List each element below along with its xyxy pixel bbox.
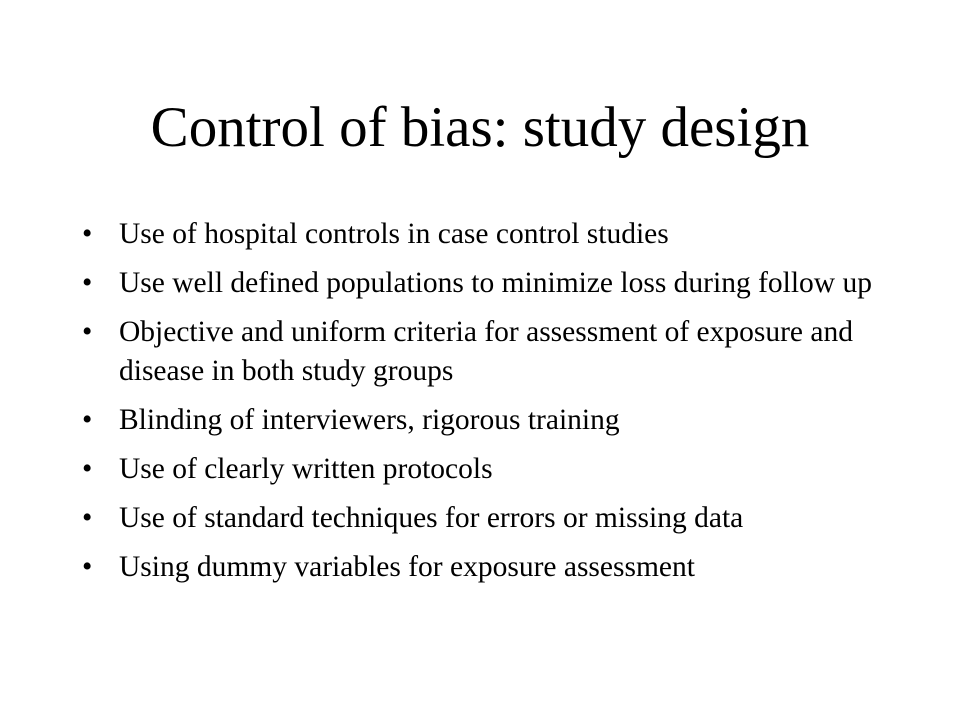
bullet-icon: • <box>82 316 93 348</box>
bullet-item <box>82 450 882 489</box>
bullet-text: Blinding of interviewers, rigorous training <box>119 404 620 436</box>
bullet-text: Objective and uniform criteria for assessment of exposure and disease in both study groups <box>119 316 853 387</box>
bullet-text: Use well defined populations to minimize loss during follow up <box>119 267 872 299</box>
bullet-item <box>82 401 882 440</box>
bullet-text: Use of standard techniques for errors or missing data <box>119 502 744 534</box>
bullet-item <box>82 499 882 538</box>
slide-title: Control of bias: study design <box>150 96 810 159</box>
bullet-icon: • <box>82 218 93 250</box>
bullet-item <box>82 264 882 303</box>
bullet-item <box>82 548 882 587</box>
bullet-icon: • <box>82 551 93 583</box>
bullet-icon: • <box>82 502 93 534</box>
bullet-item <box>82 313 882 391</box>
bullet-text: Use of clearly written protocols <box>119 453 493 485</box>
bullet-list <box>82 215 882 597</box>
bullet-item <box>82 215 882 254</box>
bullet-icon: • <box>82 404 93 436</box>
bullet-icon: • <box>82 267 93 299</box>
bullet-icon: • <box>82 453 93 485</box>
bullet-text: Using dummy variables for exposure assessment <box>119 551 695 583</box>
bullet-text: Use of hospital controls in case control studies <box>119 218 669 250</box>
